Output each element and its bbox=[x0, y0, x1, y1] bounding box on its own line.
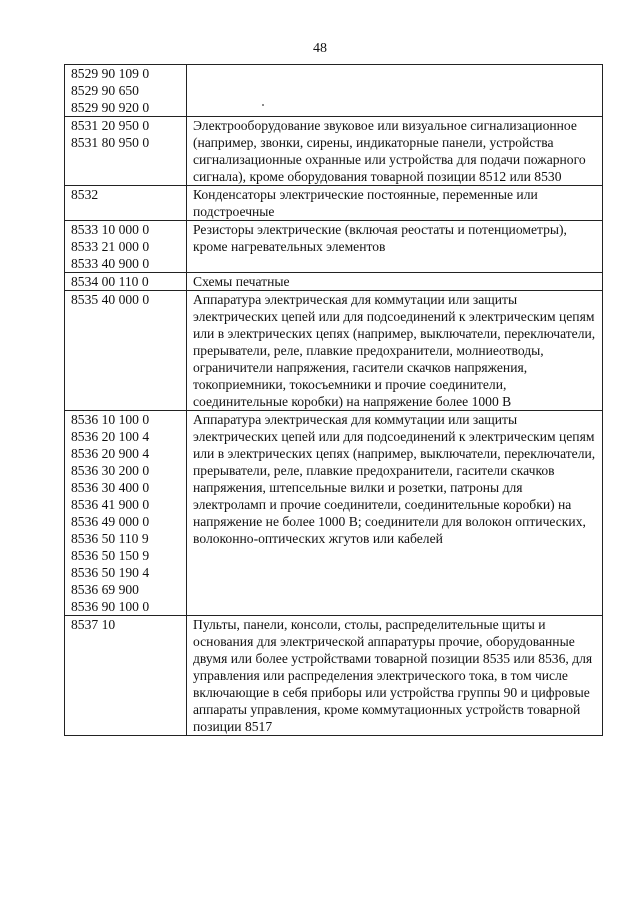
table-row bbox=[65, 221, 603, 273]
table-row bbox=[65, 273, 603, 291]
table-row bbox=[65, 616, 603, 736]
code-value: 8536 30 200 0 bbox=[71, 463, 150, 478]
codes-table bbox=[64, 64, 603, 736]
code-value: 8529 90 650 bbox=[71, 83, 139, 98]
description-cell bbox=[187, 221, 603, 273]
page-number: 48 bbox=[313, 41, 327, 56]
code-value: 8536 20 100 4 bbox=[71, 429, 150, 444]
code-value: 8536 50 110 9 bbox=[71, 531, 149, 546]
table-row bbox=[65, 411, 603, 616]
code-cell bbox=[65, 186, 187, 221]
code-value: 8531 80 950 0 bbox=[71, 135, 150, 150]
description-text: Пульты, панели, консоли, столы, распределительные щиты и основания для электрической аппаратуры прочие, оборудованные двумя или более устройствами товарной позиции 8535 или 8536, для управления или распределения электрического тока, в том числе включающие в себя приборы или устройства группы 90 и цифровые аппараты управления, кроме коммутационных устройств товарной позиции 8517 bbox=[193, 617, 593, 734]
code-cell bbox=[65, 291, 187, 411]
description-cell bbox=[187, 65, 603, 117]
code-value: 8532 bbox=[71, 187, 99, 202]
description-cell bbox=[187, 411, 603, 616]
code-value: 8536 41 900 0 bbox=[71, 497, 150, 512]
description-text: Схемы печатные bbox=[193, 274, 290, 289]
code-value: 8536 30 400 0 bbox=[71, 480, 150, 495]
scan-speck bbox=[262, 104, 264, 106]
table-row bbox=[65, 291, 603, 411]
description-cell bbox=[187, 186, 603, 221]
description-cell bbox=[187, 117, 603, 186]
code-value: 8536 90 100 0 bbox=[71, 599, 150, 614]
code-value: 8536 20 900 4 bbox=[71, 446, 150, 461]
description-text: Аппаратура электрическая для коммутации или защиты электрических цепей или для подсоединений к электрическим цепям или в электрических цепях (например, выключатели, переключатели, прерыватели, реле, плавкие предохранители, гасители скачков напряжения, штепсельные вилки и розетки, патроны для электроламп и прочие соединители, соединительные коробки) на напряжение не более 1000 В; соединители для волокон оптических, волоконно-оптических жгутов или кабелей bbox=[193, 412, 596, 546]
code-value: 8533 10 000 0 bbox=[71, 222, 150, 237]
code-value: 8533 40 900 0 bbox=[71, 256, 150, 271]
code-cell bbox=[65, 411, 187, 616]
table-row bbox=[65, 117, 603, 186]
table-row bbox=[65, 65, 603, 117]
code-cell bbox=[65, 117, 187, 186]
code-value: 8529 90 109 0 bbox=[71, 66, 150, 81]
description-cell bbox=[187, 291, 603, 411]
code-value: 8536 49 000 0 bbox=[71, 514, 150, 529]
description-cell bbox=[187, 616, 603, 736]
code-value: 8534 00 110 0 bbox=[71, 274, 149, 289]
table-row bbox=[65, 186, 603, 221]
description-text: Электрооборудование звуковое или визуальное сигнализационное (например, звонки, сирены, индикаторные панели, устройства сигнализационные охранные или устройства для подачи пожарного сигнала), кроме оборудования товарной позиции 8512 или 8530 bbox=[193, 118, 586, 184]
code-value: 8536 50 190 4 bbox=[71, 565, 150, 580]
description-text: Конденсаторы электрические постоянные, переменные или подстроечные bbox=[193, 187, 538, 219]
code-value: 8531 20 950 0 bbox=[71, 118, 150, 133]
description-text: Резисторы электрические (включая реостаты и потенциометры), кроме нагревательных элементов bbox=[193, 222, 567, 254]
code-value: 8533 21 000 0 bbox=[71, 239, 150, 254]
code-value: 8537 10 bbox=[71, 617, 116, 632]
code-cell bbox=[65, 273, 187, 291]
code-value: 8536 50 150 9 bbox=[71, 548, 150, 563]
description-text: Аппаратура электрическая для коммутации или защиты электрических цепей или для подсоединений к электрическим цепям или в электрических цепях (например, выключатели, переключатели, прерыватели, реле, плавкие предохранители, молниеотводы, ограничители напряжения, гасители скачков напряжения, токоприемники, токосъемники и прочие соединители, соединительные коробки) на напряжение более 1000 В bbox=[193, 292, 596, 409]
code-value: 8536 69 900 bbox=[71, 582, 139, 597]
code-cell bbox=[65, 221, 187, 273]
code-cell bbox=[65, 616, 187, 736]
code-cell bbox=[65, 65, 187, 117]
code-value: 8536 10 100 0 bbox=[71, 412, 150, 427]
code-value: 8535 40 000 0 bbox=[71, 292, 150, 307]
code-value: 8529 90 920 0 bbox=[71, 100, 150, 115]
description-cell bbox=[187, 273, 603, 291]
